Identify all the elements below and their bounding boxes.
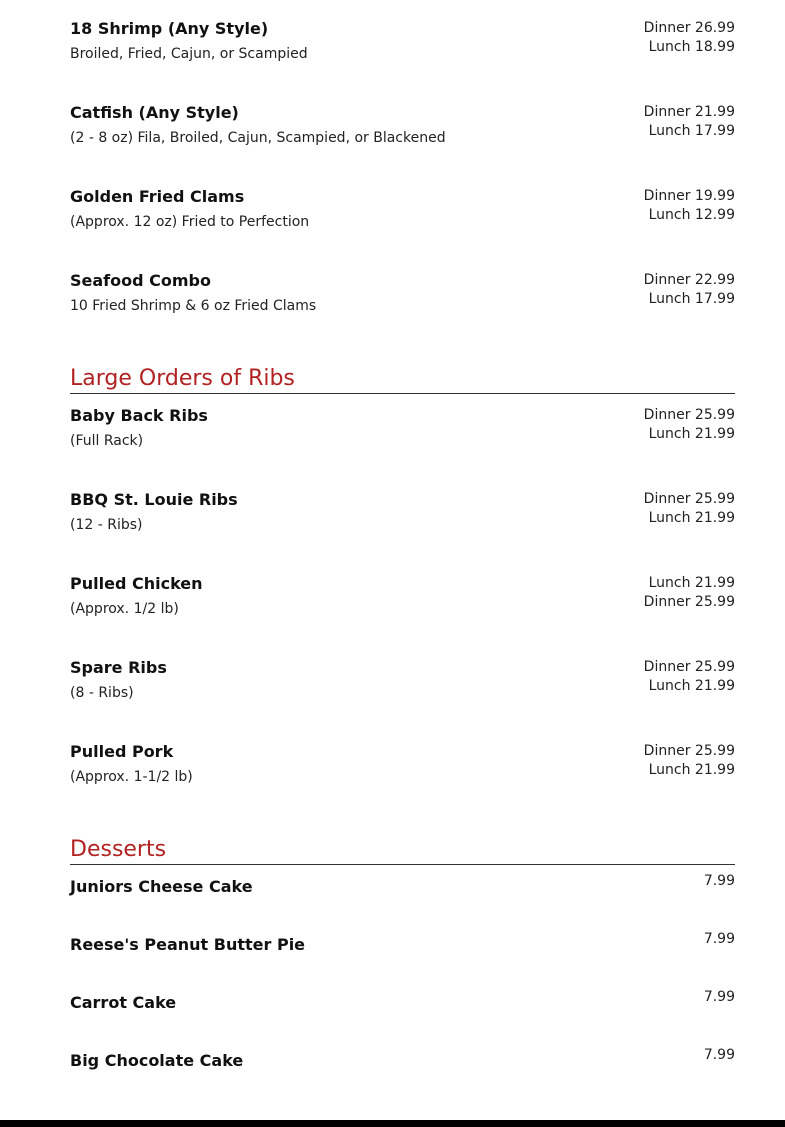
item-name: Big Chocolate Cake bbox=[70, 1051, 244, 1070]
item-name: Spare Ribs bbox=[70, 658, 167, 677]
menu-item-big-chocolate-cake bbox=[70, 1047, 735, 1071]
item-price: 7.99 bbox=[703, 1047, 735, 1063]
item-name: Baby Back Ribs bbox=[70, 406, 208, 425]
item-name: Seafood Combo bbox=[70, 271, 211, 290]
price-secondary: Lunch 21.99 bbox=[648, 762, 735, 778]
item-name: Pulled Chicken bbox=[70, 574, 203, 593]
menu-item-pulled-pork bbox=[70, 742, 735, 786]
item-name: BBQ St. Louie Ribs bbox=[70, 490, 238, 509]
item-prices bbox=[644, 103, 735, 141]
item-name: Catfish (Any Style) bbox=[70, 103, 239, 122]
menu-item-seafood-combo bbox=[70, 271, 735, 315]
price-primary: Dinner 25.99 bbox=[643, 407, 735, 423]
item-description: 10 Fried Shrimp & 6 oz Fried Clams bbox=[70, 298, 317, 314]
item-prices bbox=[644, 187, 735, 225]
menu-item-spare-ribs bbox=[70, 658, 735, 702]
item-name: Reese's Peanut Butter Pie bbox=[70, 935, 306, 954]
item-description: (Approx. 1/2 lb) bbox=[70, 601, 179, 617]
price-secondary: Lunch 17.99 bbox=[648, 291, 735, 307]
item-name: Carrot Cake bbox=[70, 993, 177, 1012]
section-title-desserts: Desserts bbox=[70, 836, 735, 865]
menu-item-catfish bbox=[70, 103, 735, 147]
price-secondary: Lunch 21.99 bbox=[648, 678, 735, 694]
item-description: (8 - Ribs) bbox=[70, 685, 134, 701]
menu-item-juniors-cheese-cake bbox=[70, 873, 735, 897]
item-prices bbox=[644, 271, 735, 309]
menu-item-clams bbox=[70, 187, 735, 231]
item-price: 7.99 bbox=[703, 873, 735, 889]
item-price: 7.99 bbox=[703, 931, 735, 947]
item-prices bbox=[644, 490, 735, 528]
price-secondary: Lunch 21.99 bbox=[648, 510, 735, 526]
section-title-ribs: Large Orders of Ribs bbox=[70, 365, 735, 394]
menu-item-reeses-pie bbox=[70, 931, 735, 955]
bottom-bar bbox=[0, 1120, 785, 1127]
price-primary: Dinner 26.99 bbox=[643, 20, 735, 36]
item-name: Pulled Pork bbox=[70, 742, 174, 761]
item-description: (Approx. 12 oz) Fried to Perfection bbox=[70, 214, 310, 230]
price-secondary: Lunch 12.99 bbox=[648, 207, 735, 223]
menu-item-shrimp bbox=[70, 19, 735, 63]
item-name: Golden Fried Clams bbox=[70, 187, 245, 206]
item-prices bbox=[644, 574, 735, 612]
price-primary: Dinner 19.99 bbox=[643, 188, 735, 204]
price-secondary: Lunch 21.99 bbox=[648, 426, 735, 442]
item-name: 18 Shrimp (Any Style) bbox=[70, 19, 269, 38]
item-description: (2 - 8 oz) Fila, Broiled, Cajun, Scampied, or Blackened bbox=[70, 130, 446, 146]
item-description: (Full Rack) bbox=[70, 433, 144, 449]
item-description: (Approx. 1-1/2 lb) bbox=[70, 769, 193, 785]
price-secondary: Dinner 25.99 bbox=[643, 594, 735, 610]
item-price: 7.99 bbox=[703, 989, 735, 1005]
price-primary: Dinner 22.99 bbox=[643, 272, 735, 288]
item-prices bbox=[644, 742, 735, 780]
item-name: Juniors Cheese Cake bbox=[70, 877, 253, 896]
menu-item-carrot-cake bbox=[70, 989, 735, 1013]
item-prices bbox=[644, 19, 735, 57]
price-primary: Lunch 21.99 bbox=[648, 575, 735, 591]
menu-item-pulled-chicken bbox=[70, 574, 735, 618]
price-secondary: Lunch 18.99 bbox=[648, 39, 735, 55]
price-primary: Dinner 21.99 bbox=[643, 104, 735, 120]
item-description: Broiled, Fried, Cajun, or Scampied bbox=[70, 46, 308, 62]
menu-item-baby-back-ribs bbox=[70, 406, 735, 450]
price-primary: Dinner 25.99 bbox=[643, 659, 735, 675]
price-primary: Dinner 25.99 bbox=[643, 743, 735, 759]
price-secondary: Lunch 17.99 bbox=[648, 123, 735, 139]
price-primary: Dinner 25.99 bbox=[643, 491, 735, 507]
item-prices bbox=[644, 658, 735, 696]
item-description: (12 - Ribs) bbox=[70, 517, 143, 533]
item-prices bbox=[644, 406, 735, 444]
menu-item-bbq-st-louie-ribs bbox=[70, 490, 735, 534]
